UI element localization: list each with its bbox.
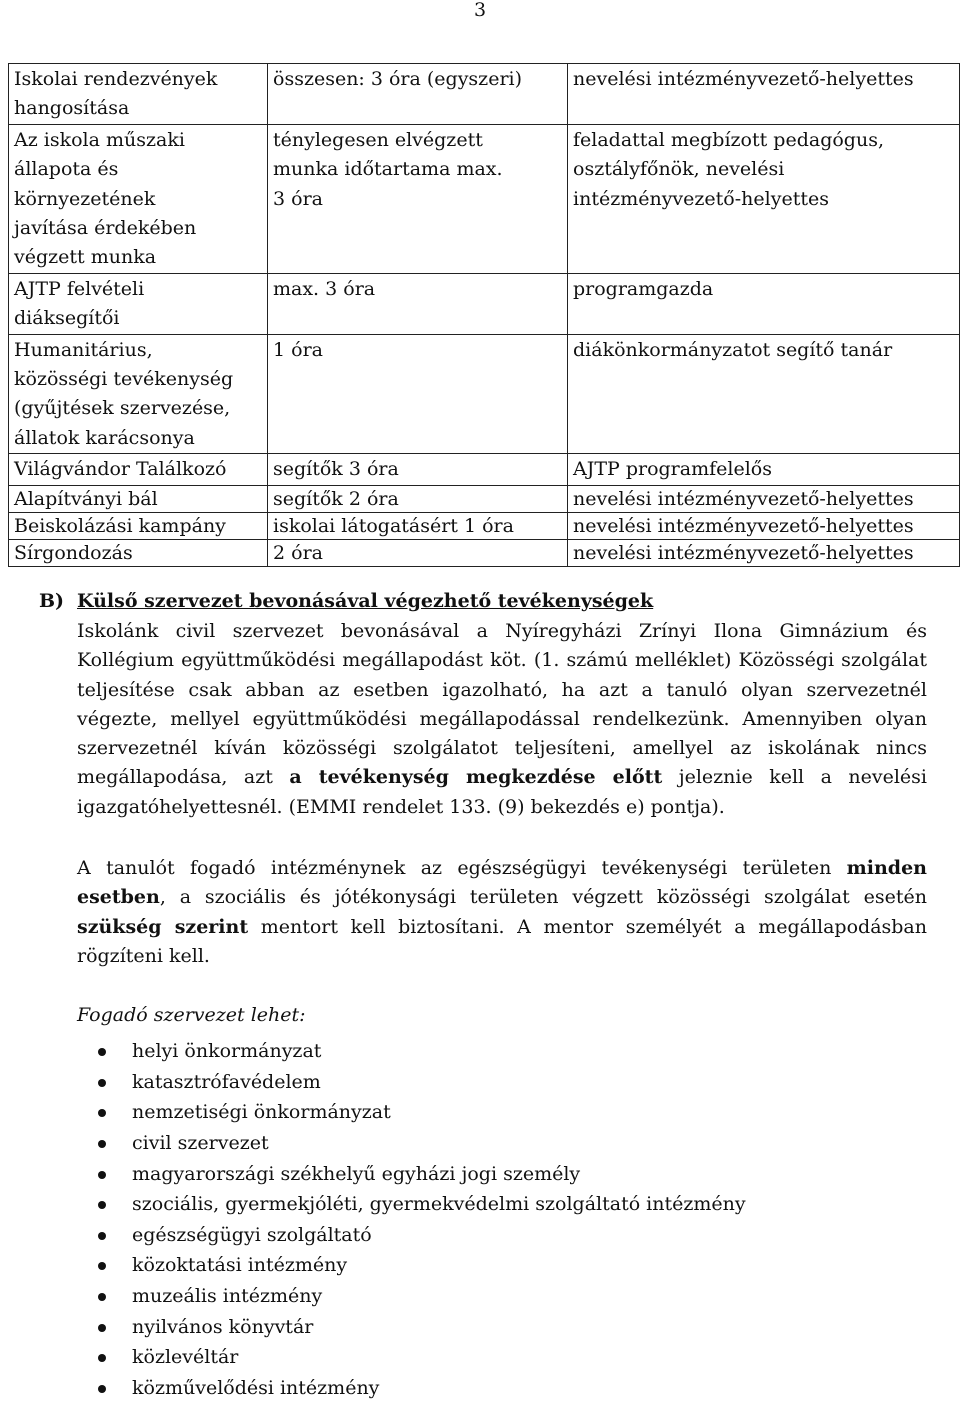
activity-cell: Világvándor Találkozó xyxy=(9,454,268,485)
paragraph-text: mentort kell biztosítani. A mentor személyét a megállapodásban rögzíteni kell. xyxy=(77,915,927,967)
list-item-label: nemzetiségi önkormányzat xyxy=(132,1101,391,1124)
bullet-icon xyxy=(98,1140,106,1148)
paragraph-text: jeleznie kell a nevelési igazgatóhelyettesnél. (EMMI rendelet 133. (9) bekezdés e) pontja). xyxy=(77,766,927,818)
activity-cell: Beiskolázási kampány xyxy=(9,512,268,539)
activity-cell: Alapítványi bál xyxy=(9,485,268,512)
paragraph-text: , a szociális és jótékonysági területen végzett közösségi szolgálat esetén xyxy=(159,886,927,909)
list-item xyxy=(132,1250,927,1281)
paragraph-agreement xyxy=(77,617,927,822)
host-list xyxy=(39,1036,927,1403)
responsible-cell: diákönkormányzatot segítő tanár xyxy=(568,334,960,454)
list-item xyxy=(132,1342,927,1373)
time-cell: segítők 2 óra xyxy=(268,485,568,512)
time-cell: max. 3 óra xyxy=(268,273,568,334)
list-item-label: közlevéltár xyxy=(132,1346,239,1369)
table-row xyxy=(9,485,960,512)
time-cell: 1 óra xyxy=(268,334,568,454)
section-letter: B) xyxy=(39,590,65,612)
table-row xyxy=(9,512,960,539)
emphasis-text: a tevékenység megkezdése előtt xyxy=(289,766,663,789)
list-item-label: magyarországi székhelyű egyházi jogi személy xyxy=(132,1162,581,1185)
list-item xyxy=(132,1373,927,1404)
bullet-icon xyxy=(98,1201,106,1209)
emphasis-text: minden esetben xyxy=(77,857,927,909)
responsible-cell: nevelési intézményvezető-helyettes xyxy=(568,512,960,539)
list-item-label: civil szervezet xyxy=(132,1132,269,1155)
list-item xyxy=(132,1220,927,1251)
bullet-icon xyxy=(98,1385,106,1393)
section-b xyxy=(39,588,927,1403)
list-item-label: nyilvános könyvtár xyxy=(132,1315,314,1338)
list-item-label: közoktatási intézmény xyxy=(132,1254,348,1277)
section-title: Külső szervezet bevonásával végezhető tevékenységek xyxy=(77,590,654,612)
time-cell: segítők 3 óra xyxy=(268,454,568,485)
bullet-icon xyxy=(98,1232,106,1240)
paragraph-mentor xyxy=(77,854,927,971)
list-item xyxy=(132,1128,927,1159)
list-item-label: közművelődési intézmény xyxy=(132,1376,380,1399)
table-row xyxy=(9,273,960,334)
time-cell: összesen: 3 óra (egyszeri) xyxy=(268,64,568,125)
activity-cell: AJTP felvételi diáksegítői xyxy=(9,273,268,334)
section-heading xyxy=(39,588,927,614)
page-number: 3 xyxy=(474,0,487,21)
responsible-cell: nevelési intézményvezető-helyettes xyxy=(568,485,960,512)
list-item xyxy=(132,1189,927,1220)
list-item-label: egészségügyi szolgáltató xyxy=(132,1223,372,1246)
list-item-label: katasztrófavédelem xyxy=(132,1070,321,1093)
paragraph-text: A tanulót fogadó intézménynek az egészségügyi tevékenységi területen xyxy=(77,857,847,880)
bullet-icon xyxy=(98,1109,106,1117)
list-item xyxy=(132,1097,927,1128)
time-cell: iskolai látogatásért 1 óra xyxy=(268,512,568,539)
paragraph-text: Iskolánk civil szervezet bevonásával a Nyíregyházi Zrínyi Ilona Gimnázium és Kollégium együttműködési megállapodást köt. (1. számú melléklet) Közösségi szolgálat teljesítése csak abban az esetben igazolható, ha azt a tanuló olyan szervezetnél végezte, mellyel együttműködési megállapodással rendelkezünk. Amennyiben olyan szervezetnél kíván közösségi szolgálatot teljesíteni, amellyel az iskolának nincs megállapodása, azt xyxy=(77,620,927,789)
time-cell: 2 óra xyxy=(268,539,568,566)
bullet-icon xyxy=(98,1171,106,1179)
list-item-label: helyi önkormányzat xyxy=(132,1040,322,1063)
list-item xyxy=(132,1067,927,1098)
host-list-heading: Fogadó szervezet lehet: xyxy=(77,1004,306,1027)
table-row xyxy=(9,124,960,273)
table-row xyxy=(9,64,960,125)
time-cell: ténylegesen elvégzett munka időtartama max. 3 óra xyxy=(268,124,568,273)
activity-cell: Sírgondozás xyxy=(9,539,268,566)
activity-cell: Humanitárius, közösségi tevékenység (gyűjtések szervezése, állatok karácsonya xyxy=(9,334,268,454)
list-item-label: szociális, gyermekjóléti, gyermekvédelmi szolgáltató intézmény xyxy=(132,1193,746,1216)
bullet-icon xyxy=(98,1293,106,1301)
bullet-icon xyxy=(98,1079,106,1087)
emphasis-text: szükség szerint xyxy=(77,915,249,938)
list-item xyxy=(132,1036,927,1067)
table-row xyxy=(9,454,960,485)
activity-cell: Az iskola műszaki állapota és környezetének javítása érdekében végzett munka xyxy=(9,124,268,273)
bullet-icon xyxy=(98,1354,106,1362)
responsible-cell: AJTP programfelelős xyxy=(568,454,960,485)
responsible-cell: nevelési intézményvezető-helyettes xyxy=(568,64,960,125)
table-row xyxy=(9,539,960,566)
list-item-label: muzeális intézmény xyxy=(132,1285,323,1308)
list-item xyxy=(132,1159,927,1190)
list-item xyxy=(132,1312,927,1343)
responsible-cell: programgazda xyxy=(568,273,960,334)
activities-table xyxy=(8,63,960,567)
responsible-cell: nevelési intézményvezető-helyettes xyxy=(568,539,960,566)
bullet-icon xyxy=(98,1048,106,1056)
bullet-icon xyxy=(98,1324,106,1332)
bullet-icon xyxy=(98,1262,106,1270)
activity-cell: Iskolai rendezvények hangosítása xyxy=(9,64,268,125)
responsible-cell: feladattal megbízott pedagógus, osztályfőnök, nevelési intézményvezető-helyettes xyxy=(568,124,960,273)
table-row xyxy=(9,334,960,454)
list-item xyxy=(132,1281,927,1312)
